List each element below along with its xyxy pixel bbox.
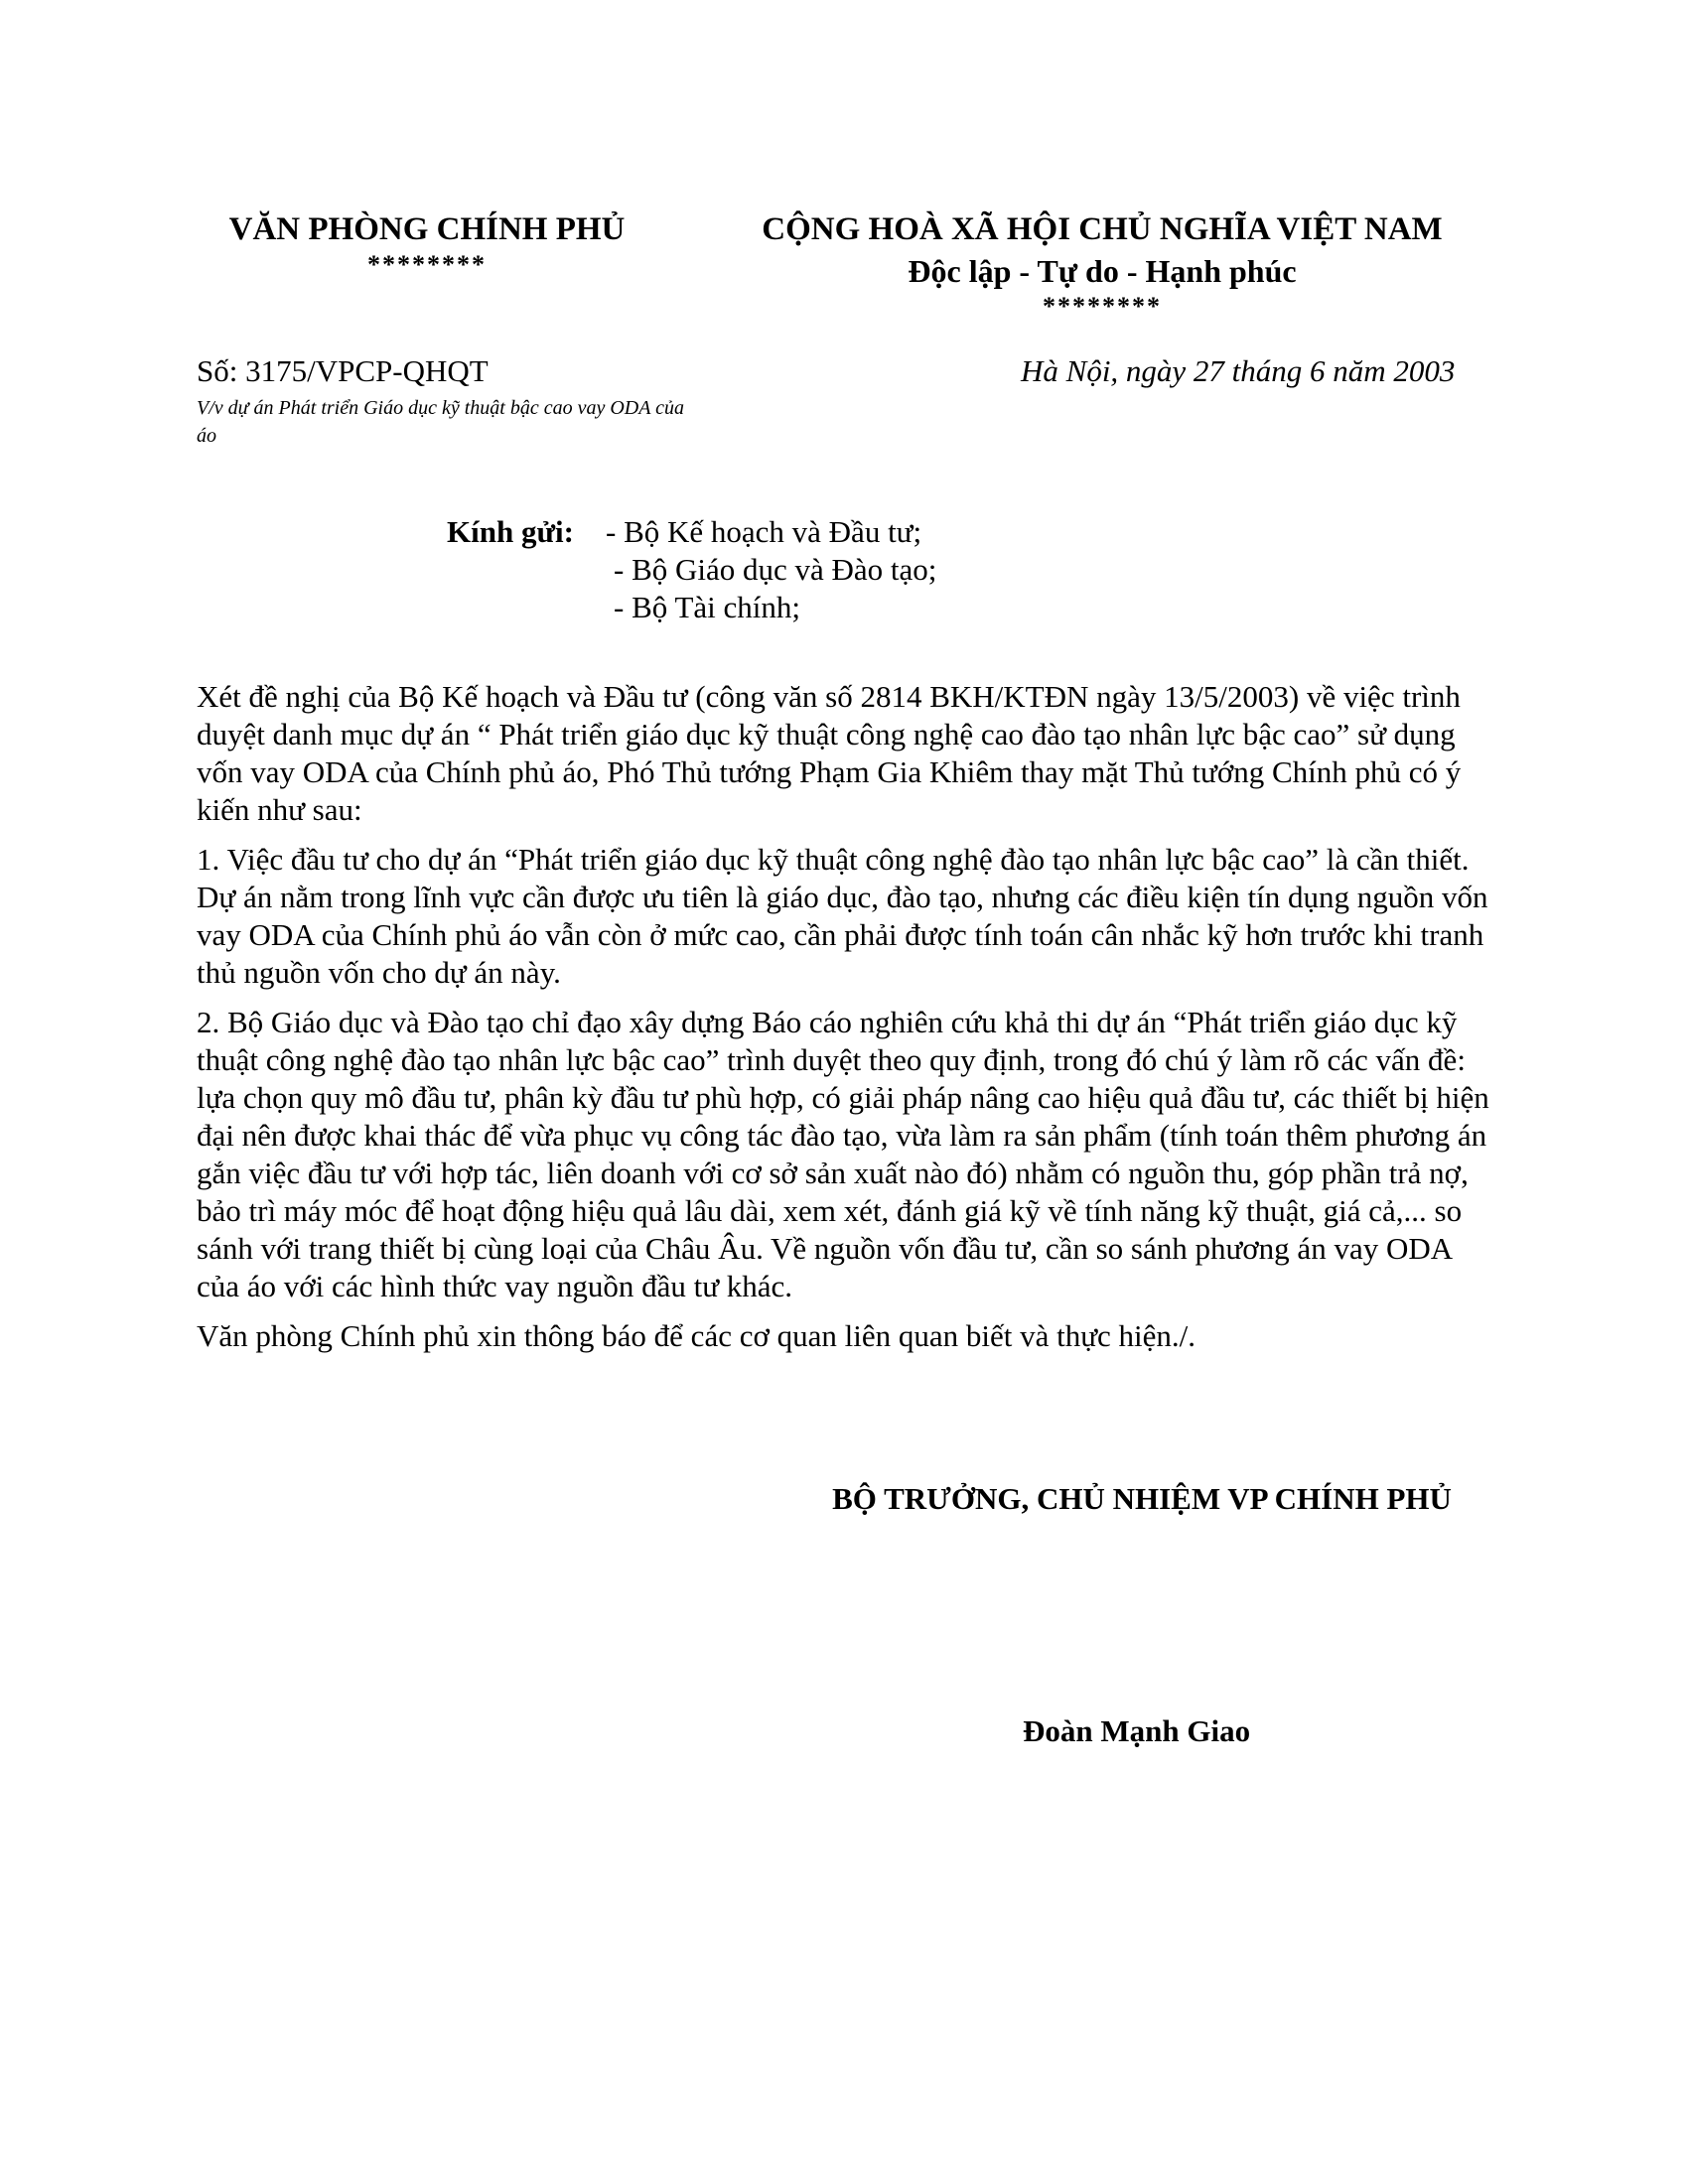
body-paragraph-closing: Văn phòng Chính phủ xin thông báo để các cơ quan liên quan biết và thực hiện./. [197,1318,1196,1353]
organization-stars: ******** [367,250,487,279]
letter-body [197,678,1489,1367]
place-and-date: Hà Nội, ngày 27 tháng 6 năm 2003 [1021,353,1456,388]
organization-name: VĂN PHÒNG CHÍNH PHỦ [228,211,626,247]
nation-name: CỘNG HOÀ XÃ HỘI CHỦ NGHĨA VIỆT NAM [762,211,1443,247]
document-subject: V/v dự án Phát triển Giáo dục kỹ thuật bậc cao vay ODA của áo [197,397,684,447]
national-motto: Độc lập - Tự do - Hạnh phúc [908,253,1297,289]
issuing-organization-block [179,211,675,280]
body-paragraph-1: 1. Việc đầu tư cho dự án “Phát triển giáo dục kỹ thuật công nghệ đào tạo nhân lực bậc cao” là cần thiết. Dự án nằm trong lĩnh vực cần được ưu tiên là giáo dục, đào tạo, nhưng các điều kiện tín dụng nguồn vốn vay ODA của Chính phủ áo vẫn còn ở mức cao, cần phải được tính toán cân nhắc kỹ hơn trước khi tranh thủ nguồn vốn cho dự án này. [197,842,1488,990]
signer-name: Đoàn Mạnh Giao [1023,1713,1251,1748]
signer-title: BỘ TRƯỞNG, CHỦ NHIỆM VP CHÍNH PHỦ [832,1481,1452,1516]
national-heading-block [725,211,1479,322]
recipients-block [447,513,936,626]
body-paragraph-2: 2. Bộ Giáo dục và Đào tạo chỉ đạo xây dựng Báo cáo nghiên cứu khả thi dự án “Phát triển giáo dục kỹ thuật công nghệ đào tạo nhân lực bậc cao” trình duyệt theo quy định, trong đó chú ý làm rõ các vấn đề: lựa chọn quy mô đầu tư, phân kỳ đầu tư phù hợp, có giải pháp nâng cao hiệu quả đầu tư, các thiết bị hiện đại nên được khai thác để vừa phục vụ công tác đào tạo, vừa làm ra sản phẩm (tính toán thêm phương án gắn việc đầu tư với hợp tác, liên doanh với cơ sở sản xuất nào đó) nhằm có nguồn thu, góp phần trả nợ, bảo trì máy móc để hoạt động hiệu quả lâu dài, xem xét, đánh giá kỹ về tính năng kỹ thuật, giá cả,... so sánh với trang thiết bị cùng loại của Châu Âu. Về nguồn vốn đầu tư, cần so sánh phương án vay ODA của áo với các hình thức vay nguồn đầu tư khác. [197,1005,1489,1303]
motto-stars: ******** [1043,292,1162,321]
recipient-item: - Bộ Kế hoạch và Đầu tư; [606,514,922,549]
body-paragraph-intro: Xét đề nghị của Bộ Kế hoạch và Đầu tư (công văn số 2814 BKH/KTĐN ngày 13/5/2003) về việc trình duyệt danh mục dự án “ Phát triển giáo dục kỹ thuật công nghệ cao đào tạo nhân lực bậc cao” sử dụng vốn vay ODA của Chính phủ áo, Phó Thủ tướng Phạm Gia Khiêm thay mặt Thủ tướng Chính phủ có ý kiến như sau: [197,679,1462,827]
recipient-item: - Bộ Giáo dục và Đào tạo; [614,552,937,587]
recipients-label: Kính gửi: [447,514,574,549]
document-number: Số: 3175/VPCP-QHQT [197,353,489,388]
recipient-item: - Bộ Tài chính; [614,590,800,624]
